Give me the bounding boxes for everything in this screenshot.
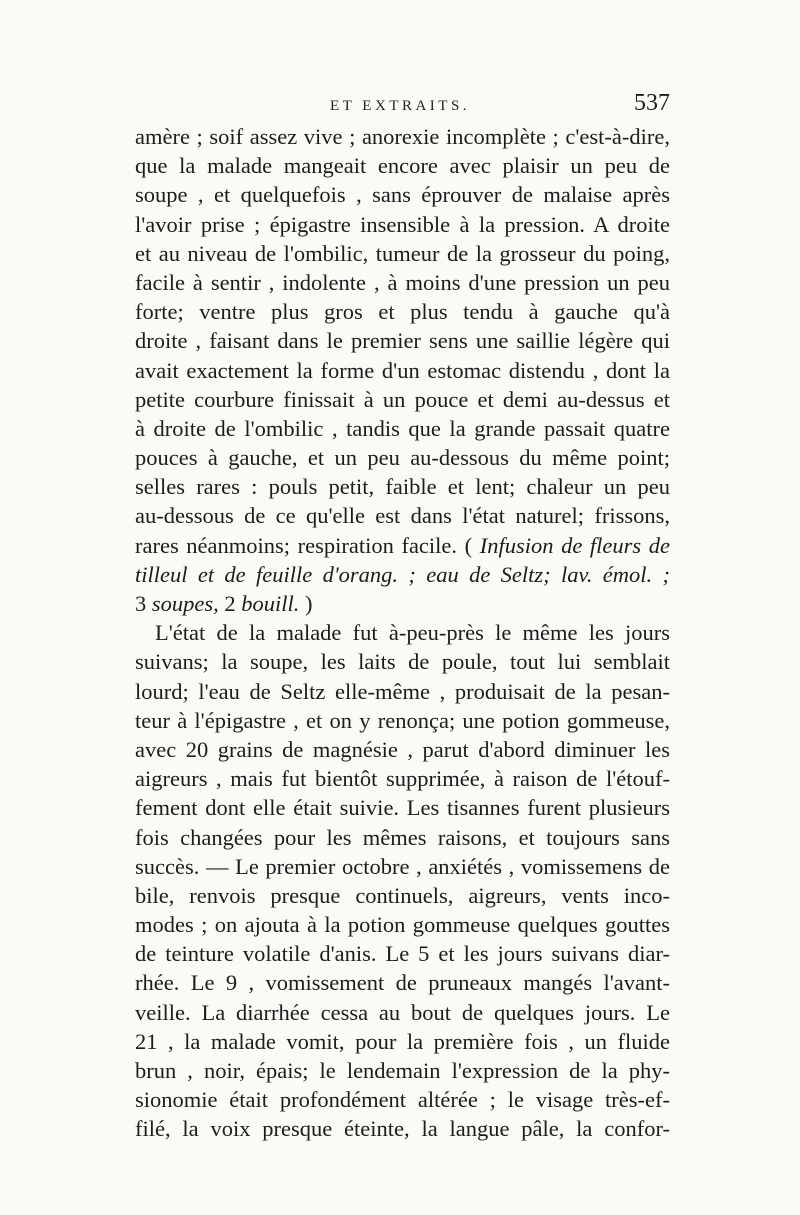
text-line [135, 910, 670, 939]
line-text: modes ; on ajouta à la potion gommeuse quelques gouttes [135, 912, 670, 938]
line-text: 3 [135, 591, 152, 616]
text-line [135, 1114, 670, 1143]
line-text: aigreurs , mais fut bientôt supprimée, à raison de l'étouf- [135, 766, 670, 792]
line-text: droite , faisant dans le premier sens une saillie légère qui [135, 328, 670, 354]
text-line [135, 297, 670, 326]
line-text: fement dont elle était suivie. Les tisannes furent plusieurs [135, 795, 670, 821]
text-line [135, 618, 670, 647]
line-text: petite courbure finissait à un pouce et demi au-dessus et [135, 386, 670, 412]
line-text: et au niveau de l'ombilic, tumeur de la grosseur du poing, [135, 240, 670, 266]
line-text: pouces à gauche, et un peu au-dessous du même point; [135, 445, 670, 471]
line-text: bile, renvois presque continuels, aigreurs, vents inco- [135, 882, 670, 908]
line-text: facile à sentir , indolente , à moins d'une pression un peu [135, 269, 670, 295]
text-line [135, 881, 670, 910]
line-text: suivans; la soupe, les laits de poule, tout lui semblait [135, 649, 670, 675]
text-line [135, 647, 670, 676]
text-line [135, 589, 670, 618]
text-line [135, 443, 670, 472]
text-line [135, 677, 670, 706]
line-text: avait exactement la forme d'un estomac distendu , dont la [135, 357, 670, 383]
italic-text: bouill. [241, 591, 300, 616]
line-text: amère ; soif assez vive ; anorexie incomplète ; c'est-à-dire, [135, 124, 670, 149]
line-text: avec 20 grains de magnésie , parut d'abord diminuer les [135, 736, 670, 762]
page-number: 537 [634, 90, 670, 116]
line-text: teur à l'épigastre , et on y renonça; une potion gommeuse, [135, 707, 670, 733]
text-line [135, 414, 670, 443]
text-line [135, 210, 670, 239]
line-text: rares néanmoins; respiration facile. ( [135, 532, 480, 558]
line-text: 21 , la malade vomit, pour la première fois , un fluide [135, 1028, 670, 1054]
text-line [135, 1027, 670, 1056]
line-text: succès. — Le premier octobre , anxiétés , vomissemens de [135, 853, 670, 879]
text-line [135, 501, 670, 530]
italic-text: tilleul et de feuille d'orang. ; eau de Seltz; lav. émol. ; [135, 561, 670, 587]
line-text: au-dessous de ce qu'elle est dans l'état naturel; frissons, [135, 503, 670, 529]
text-line [135, 1085, 670, 1114]
italic-text: Infusion de fleurs de [479, 532, 670, 558]
line-text: forte; ventre plus gros et plus tendu à gauche qu'à [135, 299, 670, 325]
text-line [135, 531, 670, 560]
line-text: filé, la voix presque éteinte, la langue pâle, la confor- [135, 1116, 670, 1142]
text-line [135, 385, 670, 414]
italic-text: soupes, [151, 591, 225, 616]
text-line [135, 180, 670, 209]
line-text: rhée. Le 9 , vomissement de pruneaux mangés l'avant- [135, 970, 670, 996]
text-line [135, 268, 670, 297]
line-text: ) [299, 591, 313, 616]
line-text: soupe , et quelquefois , sans éprouver de malaise après [135, 182, 670, 208]
line-text: que la malade mangeait encore avec plaisir un peu de [135, 153, 670, 179]
line-text: lourd; l'eau de Seltz elle-même , produisait de la pesan- [135, 678, 670, 704]
text-line [135, 356, 670, 385]
line-text: veille. La diarrhée cessa au bout de quelques jours. Le [135, 999, 670, 1025]
text-line [135, 706, 670, 735]
page-header [135, 92, 670, 122]
line-text: brun , noir, épais; le lendemain l'expression de la phy- [135, 1058, 670, 1083]
line-text: fois changées pour les mêmes raisons, et toujours sans [135, 824, 670, 850]
text-line [135, 793, 670, 822]
text-line [135, 239, 670, 268]
text-line [135, 939, 670, 968]
body-text [135, 122, 670, 1144]
line-text: L'état de la malade fut à-peu-près le même les jours [155, 620, 670, 646]
text-line [135, 764, 670, 793]
text-line [135, 852, 670, 881]
text-line [135, 151, 670, 180]
text-line [135, 1056, 670, 1085]
line-text: à droite de l'ombilic , tandis que la grande passait quatre [135, 415, 670, 441]
text-line [135, 968, 670, 997]
line-text: de teinture volatile d'anis. Le 5 et les jours suivans diar- [135, 941, 670, 967]
text-line [135, 998, 670, 1027]
text-line [135, 823, 670, 852]
text-line [135, 735, 670, 764]
text-line [135, 560, 670, 589]
line-text: sionomie était profondément altérée ; le visage très-ef- [135, 1087, 670, 1113]
line-text: 2 [224, 591, 242, 616]
text-line [135, 472, 670, 501]
running-head: ET EXTRAITS. [330, 98, 471, 114]
text-line [135, 122, 670, 151]
line-text: l'avoir prise ; épigastre insensible à la pression. A droite [135, 211, 670, 237]
text-line [135, 326, 670, 355]
line-text: selles rares : pouls petit, faible et lent; chaleur un peu [135, 474, 670, 500]
